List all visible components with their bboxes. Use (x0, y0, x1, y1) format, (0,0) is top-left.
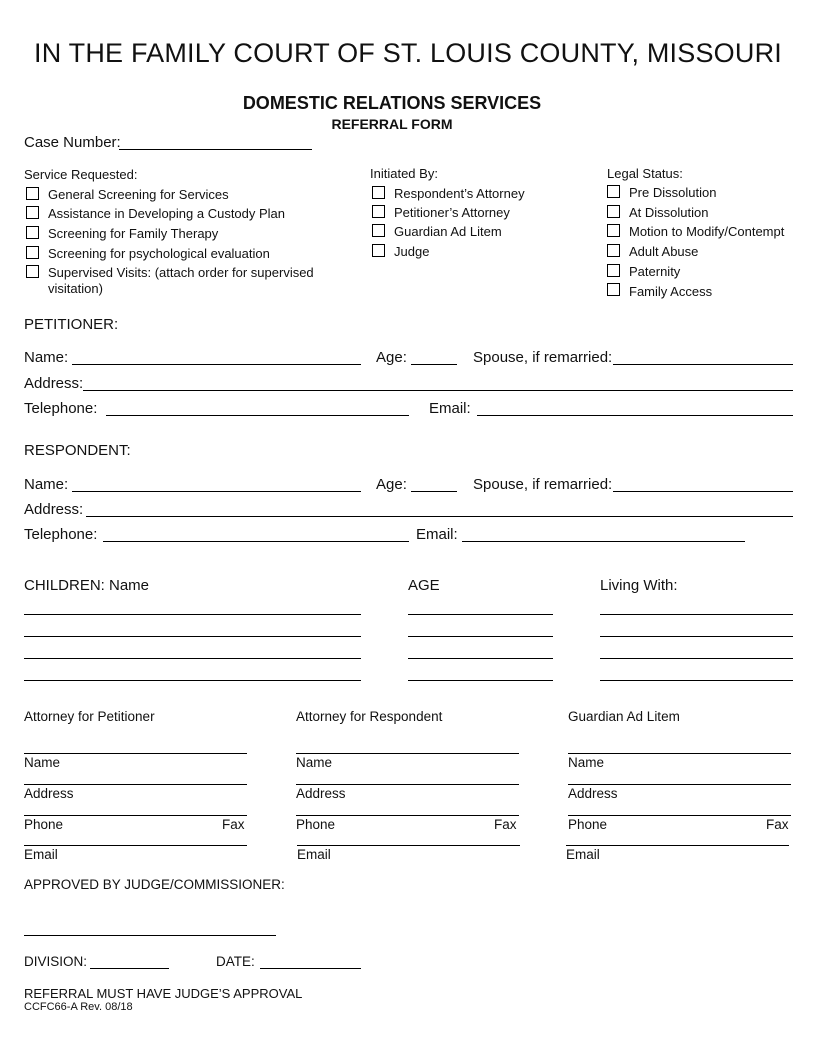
checkbox-adult-abuse[interactable] (607, 244, 620, 257)
guardian-phone-label: Phone (568, 817, 608, 832)
child-3-living-field[interactable] (600, 658, 793, 659)
respondent-age-field[interactable] (411, 491, 457, 492)
petitioner-telephone-field[interactable] (106, 415, 409, 416)
checkbox-pre-dissolution[interactable] (607, 185, 620, 198)
respondent-email-label: Email: (416, 526, 458, 543)
guardian-fax-label: Fax (766, 817, 789, 832)
form-title: DOMESTIC RELATIONS SERVICES (242, 93, 542, 113)
option-family-access: Family Access (629, 284, 713, 299)
petitioner-heading: PETITIONER: (24, 316, 119, 333)
checkbox-judge[interactable] (372, 244, 385, 257)
children-name-header: CHILDREN: Name (24, 577, 150, 594)
option-family-therapy: Screening for Family Therapy (48, 226, 219, 241)
attorney-petitioner-address-label: Address (24, 786, 74, 801)
guardian-email-label: Email (566, 847, 600, 862)
child-4-living-field[interactable] (600, 680, 793, 681)
petitioner-email-label: Email: (429, 400, 471, 417)
option-guardian-ad-litem: Guardian Ad Litem (394, 224, 502, 239)
respondent-age-label: Age: (376, 476, 407, 493)
child-2-living-field[interactable] (600, 636, 793, 637)
attorney-petitioner-email-field[interactable] (24, 845, 247, 846)
form-subtitle: REFERRAL FORM (331, 116, 453, 132)
petitioner-address-label: Address: (24, 375, 84, 392)
respondent-telephone-field[interactable] (103, 541, 409, 542)
checkbox-supervised-visits[interactable] (26, 265, 39, 278)
attorney-respondent-heading: Attorney for Respondent (296, 709, 443, 724)
option-respondents-attorney: Respondent’s Attorney (394, 186, 525, 201)
attorney-respondent-email-field[interactable] (297, 845, 520, 846)
attorney-respondent-address-field[interactable] (296, 784, 519, 785)
attorney-petitioner-fax-label: Fax (222, 817, 245, 832)
division-label: DIVISION: (24, 954, 88, 969)
checkbox-guardian-ad-litem[interactable] (372, 224, 385, 237)
petitioner-age-field[interactable] (411, 364, 457, 365)
attorney-respondent-phone-label: Phone (296, 817, 336, 832)
option-paternity: Paternity (629, 264, 681, 279)
child-2-age-field[interactable] (408, 636, 553, 637)
respondent-name-label: Name: (24, 476, 69, 493)
option-adult-abuse: Adult Abuse (629, 244, 699, 259)
respondent-heading: RESPONDENT: (24, 442, 131, 459)
legal-status-heading: Legal Status: (607, 166, 683, 181)
guardian-name-label: Name (568, 755, 605, 770)
respondent-spouse-label: Spouse, if remarried: (473, 476, 613, 493)
attorney-respondent-email-label: Email (297, 847, 331, 862)
child-4-name-field[interactable] (24, 680, 361, 681)
attorney-petitioner-email-label: Email (24, 847, 58, 862)
attorney-respondent-name-label: Name (296, 755, 333, 770)
court-title: IN THE FAMILY COURT OF ST. LOUIS COUNTY, MISSOURI (34, 38, 782, 68)
service-requested-heading: Service Requested: (24, 167, 138, 182)
child-3-name-field[interactable] (24, 658, 361, 659)
attorney-petitioner-name-field[interactable] (24, 753, 247, 754)
petitioner-address-field[interactable] (83, 390, 793, 391)
date-field[interactable] (260, 968, 361, 969)
option-judge: Judge (394, 244, 430, 259)
checkbox-family-access[interactable] (607, 283, 620, 296)
respondent-name-field[interactable] (72, 491, 361, 492)
child-1-age-field[interactable] (408, 614, 553, 615)
form-id: CCFC66-A Rev. 08/18 (24, 1001, 133, 1013)
option-motion-modify: Motion to Modify/Contempt (629, 224, 785, 239)
initiated-by-heading: Initiated By: (370, 166, 438, 181)
checkbox-respondents-attorney[interactable] (372, 186, 385, 199)
approval-notice: REFERRAL MUST HAVE JUDGE’S APPROVAL (24, 986, 303, 1001)
option-petitioners-attorney: Petitioner’s Attorney (394, 205, 510, 220)
option-at-dissolution: At Dissolution (629, 205, 709, 220)
option-supervised-visits-cont: visitation) (48, 281, 103, 296)
approval-heading: APPROVED BY JUDGE/COMMISSIONER: (24, 877, 285, 892)
children-living-header: Living With: (600, 577, 678, 594)
case-number-field[interactable] (119, 149, 312, 150)
checkbox-custody-plan[interactable] (26, 206, 39, 219)
petitioner-spouse-label: Spouse, if remarried: (473, 349, 613, 366)
case-number-label: Case Number: (24, 134, 121, 151)
respondent-spouse-field[interactable] (613, 491, 793, 492)
respondent-address-label: Address: (24, 501, 84, 518)
checkbox-general-screening[interactable] (26, 187, 39, 200)
attorney-respondent-phone-field[interactable] (296, 815, 519, 816)
attorney-petitioner-name-label: Name (24, 755, 61, 770)
petitioner-spouse-field[interactable] (613, 364, 793, 365)
respondent-address-field[interactable] (86, 516, 793, 517)
option-psych-evaluation: Screening for psychological evaluation (48, 246, 270, 261)
attorney-petitioner-address-field[interactable] (24, 784, 247, 785)
guardian-email-field[interactable] (566, 845, 789, 846)
checkbox-at-dissolution[interactable] (607, 205, 620, 218)
child-3-age-field[interactable] (408, 658, 553, 659)
guardian-address-field[interactable] (568, 784, 791, 785)
attorney-petitioner-phone-field[interactable] (24, 815, 247, 816)
option-custody-plan: Assistance in Developing a Custody Plan (48, 206, 286, 221)
checkbox-motion-modify[interactable] (607, 224, 620, 237)
child-2-name-field[interactable] (24, 636, 361, 637)
child-1-living-field[interactable] (600, 614, 793, 615)
checkbox-petitioners-attorney[interactable] (372, 205, 385, 218)
children-age-header: AGE (408, 577, 440, 594)
judge-signature-field[interactable] (24, 935, 276, 936)
petitioner-name-field[interactable] (72, 364, 361, 365)
respondent-telephone-label: Telephone: (24, 526, 98, 543)
petitioner-age-label: Age: (376, 349, 407, 366)
checkbox-family-therapy[interactable] (26, 226, 39, 239)
petitioner-email-field[interactable] (477, 415, 793, 416)
petitioner-telephone-label: Telephone: (24, 400, 98, 417)
checkbox-paternity[interactable] (607, 264, 620, 277)
child-1-name-field[interactable] (24, 614, 361, 615)
guardian-name-field[interactable] (568, 753, 791, 754)
date-label: DATE: (216, 954, 255, 969)
checkbox-psych-evaluation[interactable] (26, 246, 39, 259)
guardian-heading: Guardian Ad Litem (568, 709, 680, 724)
guardian-phone-field[interactable] (568, 815, 791, 816)
child-4-age-field[interactable] (408, 680, 553, 681)
attorney-respondent-name-field[interactable] (296, 753, 519, 754)
attorney-respondent-address-label: Address (296, 786, 346, 801)
respondent-email-field[interactable] (462, 541, 745, 542)
attorney-petitioner-phone-label: Phone (24, 817, 64, 832)
option-supervised-visits: Supervised Visits: (attach order for supervised (48, 265, 314, 280)
division-field[interactable] (90, 968, 169, 969)
attorney-respondent-fax-label: Fax (494, 817, 517, 832)
petitioner-name-label: Name: (24, 349, 69, 366)
guardian-address-label: Address (568, 786, 618, 801)
option-pre-dissolution: Pre Dissolution (629, 185, 717, 200)
attorney-petitioner-heading: Attorney for Petitioner (24, 709, 155, 724)
option-general-screening: General Screening for Services (48, 187, 229, 202)
